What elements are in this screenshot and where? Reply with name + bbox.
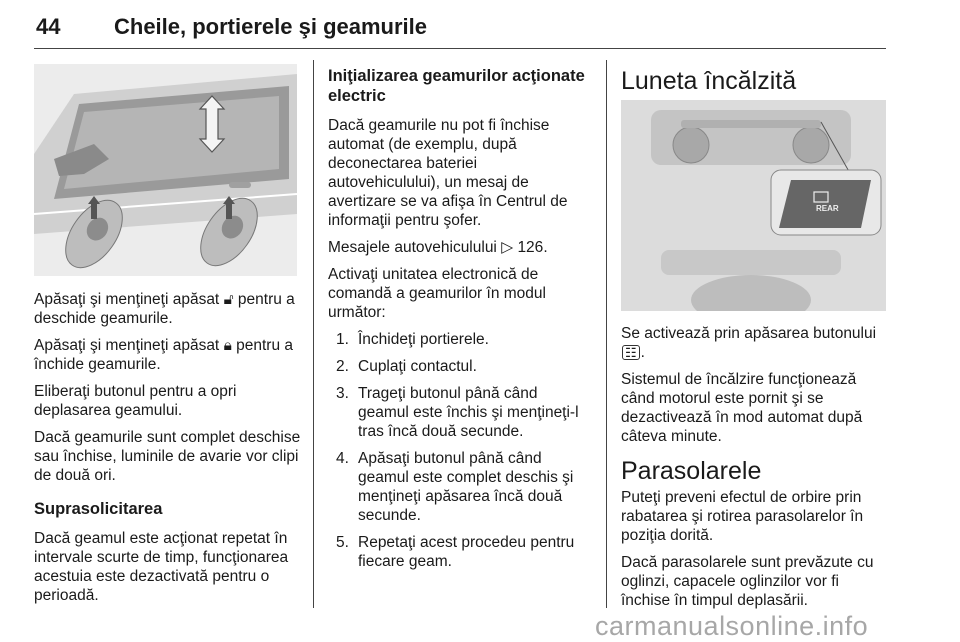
page-number: 44: [36, 14, 61, 39]
list-item: 1. Închideţi portierele.: [336, 331, 489, 348]
paragraph: Dacă parasolarele sunt prevăzute cu oglinzi, capacele oglinzilor vor fi închise în timpul deplasării.: [621, 554, 874, 609]
paragraph: Dacă geamurile sunt complet deschise sau închise, luminile de avarie vor clipi de două ori.: [34, 429, 301, 484]
section-heading: Parasolarele: [621, 457, 762, 485]
paragraph: Puteţi preveni efectul de orbire prin rabatarea şi rotirea parasolarelor în poziţia dorită.: [621, 489, 864, 544]
paragraph: Eliberaţi butonul pentru a opri deplasarea geamului.: [34, 383, 237, 419]
column-divider: [606, 60, 607, 608]
list-item: 3. Trageţi butonul până când geamul este închis şi menţineţi-l tras încă două secunde.: [336, 385, 579, 440]
paragraph: Mesajele autovehiculului ▷ 126.: [328, 239, 548, 256]
section-heading: Luneta încălzită: [621, 67, 797, 95]
column-middle: [328, 66, 590, 579]
rear-button-label: REAR: [816, 204, 839, 213]
column-left: [34, 290, 304, 613]
window-keys-illustration: [34, 64, 297, 276]
page-header: [34, 8, 886, 49]
chapter-title: Cheile, portierele şi geamurile: [114, 14, 428, 39]
list-item: 2. Cuplaţi contactul.: [336, 358, 477, 375]
steps-list: [336, 330, 590, 571]
page-reference-arrow-icon: ▷: [501, 239, 514, 256]
section-heading: Iniţializarea geamurilor acţionate electric: [328, 67, 585, 105]
list-item: 4. Apăsaţi butonul până când geamul este complet deschis şi menţineţi apăsarea încă două secunde.: [336, 450, 574, 524]
paragraph: Dacă geamul este acţionat repetat în intervale scurte de timp, funcţionarea acestuia este dezactivată pentru o perioadă.: [34, 530, 289, 604]
list-item: 5. Repetaţi acest procedeu pentru fiecare geam.: [336, 534, 575, 570]
lock-icon: 🔒︎: [223, 337, 232, 354]
dashboard-rear-button-illustration: [621, 100, 886, 311]
paragraph: Apăsaţi şi menţineţi apăsat 🔒︎ pentru a închide geamurile.: [34, 337, 294, 373]
column-right-lower: [621, 488, 887, 618]
paragraph: Dacă geamurile nu pot fi închise automat (de exemplu, după deconectarea bateriei autovehiculului), un mesaj de avertizare se va afişa în Centrul de informaţii pentru şofer.: [328, 117, 568, 229]
column-right: [621, 324, 887, 454]
rear-window-heater-icon: ☷: [622, 345, 640, 360]
watermark: carmanualsonline.info: [595, 611, 869, 641]
paragraph: Activaţi unitatea electronică de comandă a geamurilor în modul următor:: [328, 266, 546, 321]
paragraph: Sistemul de încălzire funcţionează când motorul este pornit şi se dezactivează în mod automat după câteva minute.: [621, 371, 863, 445]
paragraph: Se activează prin apăsarea butonului ☷ .: [621, 325, 877, 361]
column-divider: [313, 60, 314, 608]
section-heading: Suprasolicitarea: [34, 500, 163, 518]
paragraph: Apăsaţi şi menţineţi apăsat 🔓︎ pentru a deschide geamurile.: [34, 291, 295, 327]
unlock-icon: 🔓︎: [223, 291, 234, 308]
